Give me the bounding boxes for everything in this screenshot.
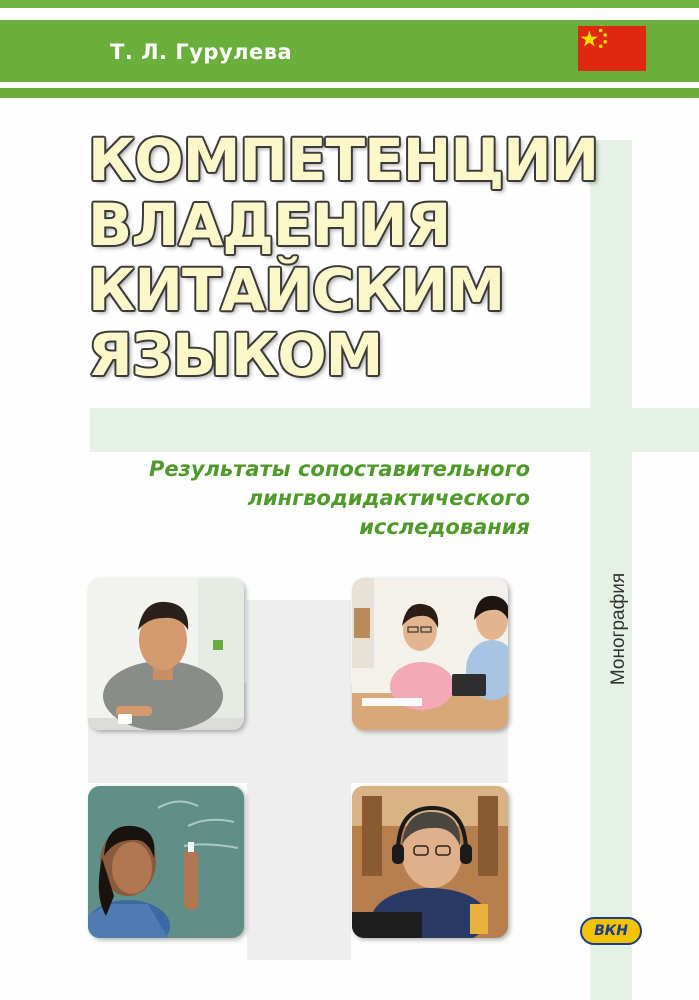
subtitle-line: исследования (359, 515, 530, 539)
photo-young-man-laptop (88, 578, 244, 730)
title-line: КОМПЕТЕНЦИИ (88, 126, 599, 194)
genre-label: Монография (608, 572, 629, 686)
title-line: ВЛАДЕНИЯ (88, 191, 451, 259)
book-subtitle (60, 455, 530, 542)
book-title (88, 128, 598, 388)
author-name: Т. Л. Гурулева (110, 40, 293, 64)
decorative-cross-horizontal (90, 408, 699, 452)
subtitle-line: лингводидактического (247, 486, 530, 510)
publisher-logo: ВКН (580, 917, 642, 945)
photo-girl-at-blackboard (88, 786, 244, 938)
subtitle-line: Результаты сопоставительного (148, 457, 530, 481)
title-line: ЯЗЫКОМ (88, 321, 383, 389)
top-green-stripe (0, 0, 699, 8)
photo-two-girls-studying (352, 578, 508, 730)
lower-green-stripe (0, 88, 699, 98)
photo-man-headset (352, 786, 508, 938)
title-line: КИТАЙСКИМ (88, 256, 505, 324)
china-flag-icon (578, 26, 646, 71)
